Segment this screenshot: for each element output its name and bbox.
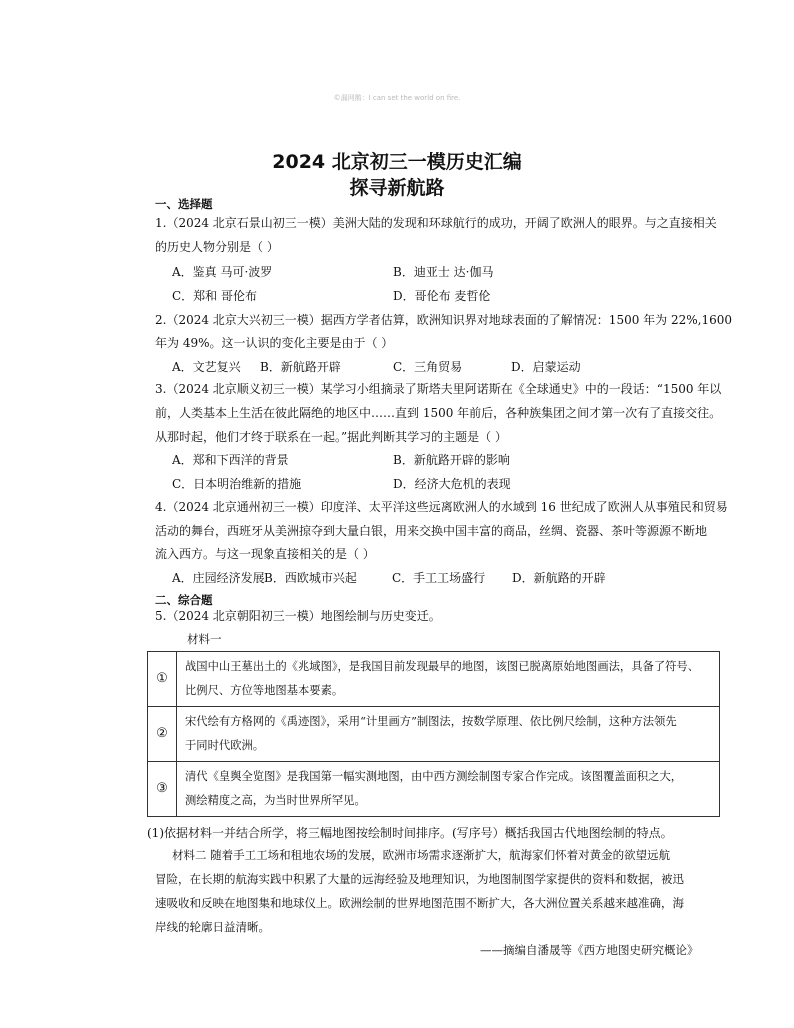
row-content bbox=[177, 707, 720, 762]
question-3-text-cont2: 从那时起，他们才终于联系在一起。”据此判断其学习的主题是（ ） bbox=[155, 430, 507, 444]
question-4-option-d: D．新航路的开辟 bbox=[512, 571, 606, 585]
page-subtitle: 探寻新航路 bbox=[349, 177, 445, 199]
material-2-line: 岸线的轮廓日益清晰。 bbox=[155, 920, 270, 934]
question-1-text-cont: 的历史人物分别是（ ） bbox=[155, 240, 279, 254]
question-3-option-d: D．经济大危机的表现 bbox=[393, 477, 511, 491]
material-2-line: 冒险，在长期的航海实践中积累了大量的远海经验及地理知识，为地图制图学家提供的资料和数据，被迅 bbox=[155, 872, 684, 886]
section-heading-choice: 一、选择题 bbox=[155, 197, 213, 211]
row-number: ① bbox=[148, 652, 177, 707]
row-content bbox=[177, 652, 720, 707]
table-row bbox=[148, 652, 720, 707]
question-3-text: 3.（2024 北京顺义初三一模）某学习小组摘录了斯塔夫里阿诺斯在《全球通史》中的一段话：“1500 年以 bbox=[155, 382, 722, 396]
table-row bbox=[148, 707, 720, 762]
row-text-line: 战国中山王墓出土的《兆域图》，是我国目前发现最早的地图，该图已脱离原始地图画法，具备了符号、 bbox=[185, 660, 700, 673]
sub-question-1: (1)依据材料一并结合所学，将三幅地图按绘制时间排序。(写序号）概括我国古代地图绘制的特点。 bbox=[147, 826, 673, 840]
row-text-line: 清代《皇舆全览图》是我国第一幅实测地图，由中西方测绘制图专家合作完成。该图覆盖面积之大， bbox=[185, 770, 683, 783]
question-1-text: 1.（2024 北京石景山初三一模）美洲大陆的发现和环球航行的成功，开阔了欧洲人的眼界。与之直接相关 bbox=[155, 216, 717, 230]
row-text-line: 宋代绘有方格网的《禹迹图》，采用“计里画方”制图法，按数学原理、依比例尺绘制，这种方法领先 bbox=[185, 715, 677, 728]
question-4-option-b: B．西欧城市兴起 bbox=[264, 571, 357, 585]
question-2-option-b: B．新航路开辟 bbox=[260, 360, 341, 374]
question-5-text: 5.（2024 北京朝阳初三一模）地图绘制与历史变迁。 bbox=[155, 609, 441, 623]
question-2-option-c: C．三角贸易 bbox=[393, 360, 463, 374]
question-4-text-cont1: 活动的舞台，西班牙从美洲掠夺到大量白银，用来交换中国丰富的商品，丝绸、瓷器、茶叶等源源不断地 bbox=[155, 524, 708, 538]
question-4-option-c: C．手工工场盛行 bbox=[392, 571, 486, 585]
question-3-option-c: C．日本明治维新的措施 bbox=[172, 477, 302, 491]
material-1-label: 材料一 bbox=[187, 632, 222, 646]
question-2-option-d: D．启蒙运动 bbox=[511, 360, 581, 374]
question-4-text: 4.（2024 北京通州初三一模）印度洋、太平洋这些远离欧洲人的水域到 16 世纪成了欧洲人从事殖民和贸易 bbox=[155, 500, 728, 514]
row-number: ③ bbox=[148, 762, 177, 817]
row-text-line: 于同时代欧洲。 bbox=[185, 739, 265, 752]
material-2-line: 材料二 随着手工工场和租地农场的发展，欧洲市场需求逐渐扩大，航海家们怀着对黄金的欲望远航 bbox=[172, 848, 671, 862]
question-1-option-b: B．迪亚士 达·伽马 bbox=[393, 265, 494, 279]
question-2-option-a: A．文艺复兴 bbox=[172, 360, 241, 374]
question-1-option-d: D．哥伦布 麦哲伦 bbox=[393, 289, 491, 303]
row-content bbox=[177, 762, 720, 817]
material-1-table bbox=[147, 651, 720, 817]
question-3-option-b: B．新航路开辟的影响 bbox=[393, 453, 510, 467]
material-2-source: ——摘编自潘晟等《西方地图史研究概论》 bbox=[480, 943, 699, 957]
question-2-text: 2.（2024 北京大兴初三一模）据西方学者估算，欧洲知识界对地球表面的了解情况：1500 年为 22%,1600 bbox=[155, 313, 732, 327]
row-text-line: 测绘精度之高，为当时世界所罕见。 bbox=[185, 794, 366, 807]
table-row bbox=[148, 762, 720, 817]
row-number: ② bbox=[148, 707, 177, 762]
question-1-option-a: A．鉴真 马可·波罗 bbox=[172, 265, 273, 279]
question-4-option-a: A．庄园经济发展 bbox=[172, 571, 265, 585]
material-2-line: 速吸收和反映在地图集和地球仪上。欧洲绘制的世界地图范围不断扩大，各大洲位置关系越来越准确，海 bbox=[155, 896, 684, 910]
page-title: 2024 北京初三一模历史汇编 bbox=[272, 151, 522, 173]
section-heading-comprehensive: 二、综合题 bbox=[155, 593, 213, 607]
question-3-option-a: A．郑和下西洋的背景 bbox=[172, 453, 289, 467]
watermark: ©漏网鹅：I can set the world on fire. bbox=[333, 94, 461, 102]
question-3-text-cont1: 前，人类基本上生活在彼此隔绝的地区中……直到 1500 年前后，各种族集团之间才第一次有了直接交往。 bbox=[155, 406, 722, 420]
row-text-line: 比例尺、方位等地图基本要素。 bbox=[185, 684, 344, 697]
question-2-text-cont: 年为 49%。这一认识的变化主要是由于（ ） bbox=[155, 336, 394, 350]
question-4-text-cont2: 流入西方。与这一现象直接相关的是（ ） bbox=[155, 547, 375, 561]
question-1-option-c: C．郑和 哥伦布 bbox=[172, 289, 257, 303]
